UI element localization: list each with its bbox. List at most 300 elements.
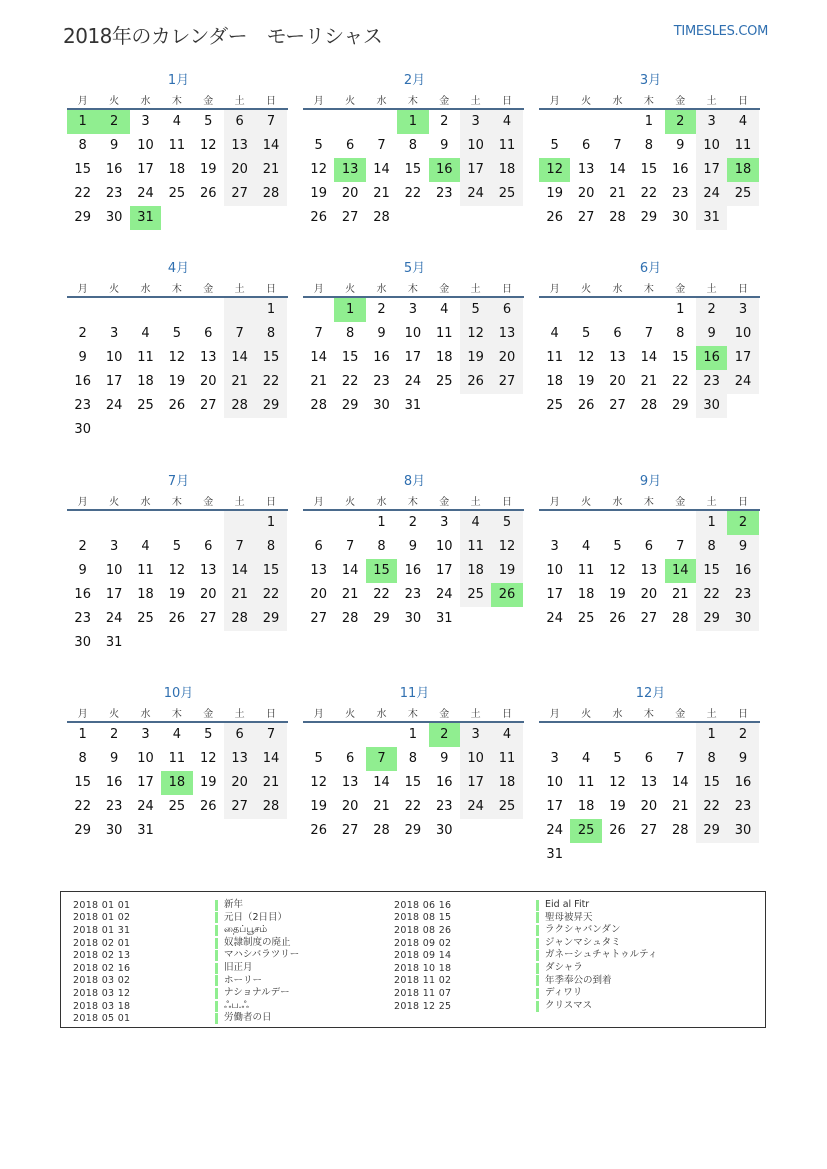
day-cell: 12 [491,535,522,559]
week-row [303,795,524,819]
weekday-label: 金 [675,708,686,720]
day-cell: 26 [199,799,217,814]
holiday-day-cell: 2 [665,110,696,134]
weekday-label: 木 [643,95,654,107]
week-row [67,747,288,771]
holiday-date: 2018 01 02 [73,912,131,924]
empty-cell [429,206,460,230]
day-cell: 28 [224,607,255,631]
holiday-entry [73,962,299,975]
day-cell: 15 [696,559,727,583]
day-cell: 25 [168,799,186,814]
holiday-day-cell: 18 [727,158,758,182]
day-cell: 17 [696,158,727,182]
holiday-day-cell: 18 [161,771,192,795]
day-cell: 22 [696,795,727,819]
week-row [539,559,760,583]
holiday-marker [536,963,539,974]
weekday-label: 日 [502,283,513,295]
day-cell: 13 [640,563,658,578]
day-cell: 18 [435,350,453,365]
month-block [303,72,524,230]
day-cell: 15 [404,775,422,790]
day-cell: 17 [460,158,491,182]
day-cell: 30 [671,210,689,225]
empty-cell [255,631,286,655]
day-cell: 3 [696,110,727,134]
month-title: 11月 [399,686,430,701]
holiday-marker [536,900,539,911]
weekday-label: 木 [643,708,654,720]
day-cell: 20 [310,587,327,602]
day-cell: 12 [310,162,327,177]
day-cell: 21 [341,587,359,602]
weekday-label: 月 [549,283,560,295]
holiday-name: 奴隷制度の廃止 [224,936,291,948]
weekday-label: 日 [266,95,277,107]
day-cell: 18 [577,587,595,602]
weekday-label: 金 [439,95,450,107]
day-cell: 15 [255,559,286,583]
week-row [539,206,760,230]
week-row [67,394,288,418]
holiday-date: 2018 09 14 [394,950,452,962]
day-cell: 12 [199,138,217,153]
day-cell: 27 [199,611,217,626]
weekday-header [67,703,288,723]
day-cell: 22 [640,186,658,201]
day-cell: 30 [404,611,422,626]
empty-cell [491,819,522,843]
day-cell: 25 [546,398,563,413]
day-cell: 13 [310,563,327,578]
day-cell: 1 [696,511,727,535]
holiday-marker [215,1013,218,1024]
empty-cell [665,511,696,535]
empty-cell [334,511,365,535]
week-row [67,370,288,394]
day-cell: 29 [640,210,658,225]
holiday-marker [215,988,218,999]
day-cell: 23 [105,186,123,201]
weekday-label: 火 [109,496,120,508]
weekday-label: 日 [738,95,749,107]
day-cell: 8 [408,751,417,766]
day-cell: 7 [676,751,685,766]
day-cell: 6 [204,326,213,341]
day-cell: 17 [727,346,758,370]
empty-cell [397,206,428,230]
empty-cell [570,723,601,747]
weekday-header [303,278,524,298]
day-cell: 12 [199,751,217,766]
day-cell: 12 [577,350,595,365]
day-cell: 14 [224,346,255,370]
day-cell: 15 [255,346,286,370]
day-cell: 23 [671,186,689,201]
week-row [539,158,760,182]
day-cell: 19 [199,162,217,177]
weekday-label: 水 [612,496,623,508]
holiday-day-cell: 12 [539,158,570,182]
day-cell: 6 [204,539,213,554]
weekday-label: 水 [612,708,623,720]
day-cell: 24 [696,182,727,206]
weekday-label: 木 [643,496,654,508]
holiday-entry [394,899,657,912]
day-cell: 25 [460,583,491,607]
empty-cell [255,206,286,230]
empty-cell [539,298,570,322]
week-row [539,322,760,346]
day-cell: 14 [373,775,390,790]
weekday-label: 水 [612,95,623,107]
holiday-marker [536,912,539,923]
empty-cell [665,843,696,867]
day-cell: 13 [341,775,359,790]
day-cell: 11 [577,775,595,790]
day-cell: 24 [105,611,123,626]
day-cell: 23 [404,587,422,602]
weekday-header [67,278,288,298]
holiday-name: ディワリ [545,987,583,999]
day-cell: 9 [727,535,758,559]
day-cell: 20 [609,374,626,389]
day-cell: 15 [696,771,727,795]
day-cell: 19 [310,799,327,814]
holiday-date: 2018 01 01 [73,899,131,911]
day-cell: 19 [199,775,217,790]
day-cell: 28 [671,611,689,626]
day-cell: 22 [404,799,422,814]
day-cell: 6 [644,539,653,554]
holiday-day-cell: 1 [334,298,365,322]
day-cell: 20 [341,186,359,201]
holiday-date: 2018 02 01 [73,937,131,949]
weekday-label: 月 [77,708,88,720]
day-cell: 6 [491,298,522,322]
weekday-header [539,278,760,298]
day-cell: 14 [310,350,327,365]
day-cell: 9 [440,751,449,766]
day-cell: 25 [435,374,453,389]
day-cell: 28 [609,210,626,225]
day-cell: 13 [224,747,255,771]
week-row [539,346,760,370]
empty-cell [193,819,224,843]
weekday-label: 土 [706,95,717,107]
holiday-entry [73,987,299,1000]
empty-cell [130,511,161,535]
holiday-date: 2018 08 26 [394,924,452,936]
holiday-entry [394,949,657,962]
weekday-label: 月 [313,283,324,295]
day-cell: 3 [408,302,417,317]
day-cell: 24 [137,186,154,201]
day-cell: 4 [460,511,491,535]
day-cell: 14 [224,559,255,583]
day-cell: 8 [78,138,87,153]
empty-cell [602,298,633,322]
day-cell: 30 [105,823,123,838]
empty-cell [303,511,334,535]
day-cell: 3 [460,110,491,134]
day-cell: 26 [609,611,626,626]
holiday-name: ダシャラ [545,961,583,973]
holiday-entry [394,924,657,937]
week-row [67,322,288,346]
week-row [539,298,760,322]
day-cell: 21 [640,374,658,389]
day-cell: 26 [609,823,626,838]
weekday-label: 木 [171,708,182,720]
day-cell: 16 [105,162,123,177]
day-cell: 25 [168,186,186,201]
day-cell: 23 [74,398,91,413]
month-title: 7月 [167,474,190,489]
day-cell: 19 [168,374,186,389]
empty-cell [696,843,727,867]
day-cell: 14 [373,162,390,177]
day-cell: 21 [255,771,286,795]
day-cell: 10 [137,138,154,153]
day-cell: 6 [345,138,355,153]
day-cell: 26 [168,611,186,626]
weekday-label: 木 [407,95,418,107]
day-cell: 21 [224,583,255,607]
day-cell: 22 [341,374,359,389]
day-cell: 31 [435,611,453,626]
day-cell: 17 [404,350,422,365]
day-cell: 5 [491,511,522,535]
day-cell: 18 [168,162,186,177]
empty-cell [334,110,365,134]
holiday-name: マハシバラツリー [224,949,300,961]
week-row [539,110,760,134]
day-cell: 12 [168,350,186,365]
day-cell: 28 [224,394,255,418]
holiday-date: 2018 09 02 [394,937,452,949]
empty-cell [224,631,255,655]
day-cell: 17 [546,587,563,602]
week-row [67,511,288,535]
empty-cell [727,843,758,867]
holiday-entry [73,1000,299,1013]
weekday-label: 火 [581,95,592,107]
day-cell: 24 [727,370,758,394]
day-cell: 14 [255,747,286,771]
holiday-name: クリスマス [545,999,593,1011]
month-block [303,473,524,631]
weekday-label: 火 [581,496,592,508]
day-cell: 6 [345,751,355,766]
day-cell: 9 [696,322,727,346]
holiday-date: 2018 03 02 [73,975,131,987]
holiday-marker [215,963,218,974]
empty-cell [429,394,460,418]
empty-cell [161,511,192,535]
day-cell: 9 [676,138,685,153]
weekday-label: 金 [439,708,450,720]
week-row [67,607,288,631]
day-cell: 18 [137,587,154,602]
day-cell: 31 [546,847,563,862]
empty-cell [161,631,192,655]
holiday-list-left [73,899,299,1025]
day-cell: 29 [74,210,91,225]
day-cell: 1 [644,114,653,129]
day-cell: 29 [696,607,727,631]
day-cell: 30 [74,635,91,650]
day-cell: 4 [141,326,150,341]
day-cell: 17 [137,775,154,790]
holiday-entry [73,937,299,950]
day-cell: 19 [546,186,563,201]
day-cell: 26 [310,210,327,225]
day-cell: 30 [696,394,727,418]
week-row [67,346,288,370]
day-cell: 27 [577,210,595,225]
month-block [539,72,760,230]
holiday-name: 労働者の日 [224,1012,272,1024]
week-row [303,559,524,583]
weekday-label: 日 [266,496,277,508]
day-cell: 10 [105,563,123,578]
day-cell: 5 [314,751,323,766]
week-row [67,134,288,158]
day-cell: 22 [373,587,390,602]
day-cell: 5 [581,326,591,341]
day-cell: 19 [609,799,626,814]
week-row [303,298,524,322]
weekday-label: 木 [407,496,418,508]
empty-cell [303,298,334,322]
week-row [67,559,288,583]
day-cell: 10 [105,350,123,365]
week-row [303,206,524,230]
day-cell: 11 [491,747,522,771]
weekday-label: 日 [266,283,277,295]
day-cell: 12 [609,563,626,578]
week-row [303,158,524,182]
day-cell: 1 [255,511,286,535]
day-cell: 4 [491,723,522,747]
day-cell: 24 [404,374,422,389]
empty-cell [570,843,601,867]
holiday-marker [536,938,539,949]
month-title: 6月 [639,261,662,276]
day-cell: 29 [74,823,91,838]
weekday-label: 月 [549,496,560,508]
day-cell: 27 [640,611,658,626]
empty-cell [193,206,224,230]
week-row [539,819,760,843]
day-cell: 9 [78,350,87,365]
day-cell: 16 [727,559,758,583]
day-cell: 10 [696,134,727,158]
day-cell: 31 [137,823,154,838]
week-row [67,819,288,843]
holiday-entry [394,987,657,1000]
day-cell: 3 [440,515,449,530]
day-cell: 3 [141,727,150,742]
day-cell: 31 [105,635,123,650]
weekday-header [539,703,760,723]
weekday-label: 日 [502,95,513,107]
day-cell: 27 [199,398,217,413]
holiday-day-cell: 31 [130,206,161,230]
day-cell: 6 [224,110,255,134]
week-row [539,134,760,158]
holiday-date: 2018 05 01 [73,1013,131,1025]
day-cell: 20 [199,374,217,389]
empty-cell [491,394,522,418]
empty-cell [224,206,255,230]
day-cell: 10 [546,563,563,578]
empty-cell [366,723,397,747]
empty-cell [539,723,570,747]
day-cell: 1 [676,302,685,317]
holiday-name: 新年 [224,899,244,910]
holiday-marker [215,900,218,911]
day-cell: 22 [74,799,91,814]
day-cell: 19 [577,374,595,389]
day-cell: 17 [105,587,123,602]
brand-link[interactable]: TIMESLES.COM [673,24,768,39]
week-row [303,511,524,535]
day-cell: 14 [255,134,286,158]
empty-cell [633,298,664,322]
day-cell: 6 [613,326,622,341]
day-cell: 7 [644,326,653,341]
day-cell: 21 [609,186,626,201]
day-cell: 1 [78,727,87,742]
month-title: 10月 [163,686,194,701]
day-cell: 18 [546,374,563,389]
day-cell: 13 [577,162,595,177]
weekday-label: 土 [234,496,245,508]
day-cell: 8 [644,138,653,153]
day-cell: 15 [640,162,658,177]
holiday-name: ホーリー [224,974,263,986]
week-row [539,723,760,747]
week-row [303,370,524,394]
day-cell: 21 [310,374,327,389]
week-row [67,298,288,322]
empty-cell [570,511,601,535]
week-row [539,795,760,819]
weekday-label: 月 [77,283,88,295]
day-cell: 9 [377,326,386,341]
day-cell: 4 [440,302,449,317]
week-row [539,747,760,771]
week-row [303,535,524,559]
day-cell: 16 [105,775,123,790]
weekday-label: 火 [345,95,356,107]
weekday-label: 火 [581,708,592,720]
weekday-label: 土 [234,708,245,720]
day-cell: 3 [109,326,119,341]
month-title: 4月 [167,261,190,276]
weekday-label: 木 [407,283,418,295]
holiday-day-cell: 25 [570,819,601,843]
day-cell: 8 [696,747,727,771]
holiday-marker [215,1001,218,1012]
day-cell: 14 [341,563,359,578]
day-cell: 8 [676,326,685,341]
day-cell: 22 [255,370,286,394]
month-block [67,473,288,655]
